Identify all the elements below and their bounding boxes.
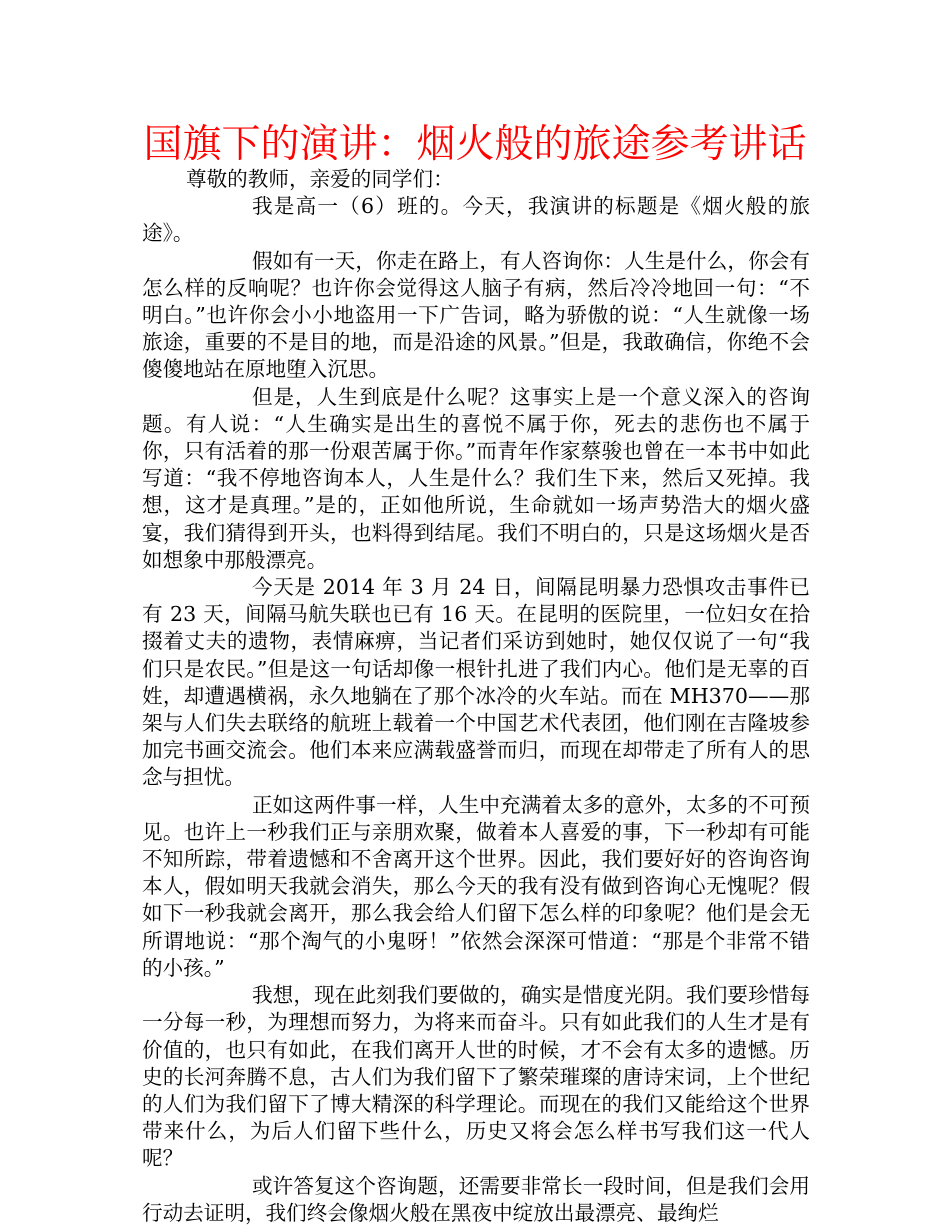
page-title: 国旗下的演讲：烟火般的旅途参考讲话 [143, 122, 807, 167]
paragraph-conclusion: 或许答复这个咨询题，还需要非常长一段时间，但是我们会用行动去证明，我们终会像烟火般在黑夜中绽放出最漂亮、最绚烂 [142, 1173, 810, 1225]
paragraph-what-is-life: 假如有一天，你走在路上，有人咨询你：人生是什么，你会有怎么样的反响呢？也许你会觉得这人脑子有病，然后冷冷地回一句：“不明白。”也许你会小小地盗用一下广告词，略为骄傲的说：“人生就像一场旅途，重要的不是目的地，而是沿途的风景。”但是，我敢确信，你绝不会傻傻地站在原地堕入沉思。 [142, 248, 810, 382]
paragraph-intro: 我是高一（6）班的。今天，我演讲的标题是《烟火般的旅途》。 [142, 194, 810, 246]
paragraph-meaning-of-life: 但是，人生到底是什么呢？这事实上是一个意义深入的咨询题。有人说：“人生确实是出生的喜悦不属于你，死去的悲伤也不属于你，只有活着的那一份艰苦属于你。”而青年作家蔡骏也曾在一本书中如此写道：“我不停地咨询本人，人生是什么？我们生下来，然后又死掉。我想，这才是真理。”是的，正如他所说，生命就如一场声势浩大的烟火盛宴，我们猜得到开头，也料得到结尾。我们不明白的，只是这场烟火是否如想象中那般漂亮。 [142, 384, 810, 572]
salutation: 尊敬的教师，亲爱的同学们： [186, 167, 454, 191]
paragraph-unforeseen: 正如这两件事一样，人生中充满着太多的意外，太多的不可预见。也许上一秒我们正与亲朋欢聚，做着本人喜爱的事，下一秒却有可能不知所踪，带着遗憾和不舍离开这个世界。因此，我们要好好的咨询咨询本人，假如明天我就会消失，那么今天的我有没有做到咨询心无愧呢？假如下一秒我就会离开，那么我会给人们留下怎么样的印象呢？他们是会无所谓地说：“那个淘气的小鬼呀！”依然会深深可惜道：“那是个非常不错的小孩。” [142, 792, 810, 980]
paragraph-kunming-mh370: 今天是 2014 年 3 月 24 日，间隔昆明暴力恐惧攻击事件已有 23 天，间隔马航失联也已有 16 天。在昆明的医院里，一位妇女在拾掇着丈夫的遗物，表情麻痹，当记者们采访到她时，她仅仅说了一句“我们只是农民。”但是这一句话却像一根针扎进了我们内心。他们是无辜的百姓，却遭遇横祸，永久地躺在了那个冰冷的火车站。而在 MH370——那架与人们失去联络的航班上载着一个中国艺术代表团，他们刚在吉隆坡参加完书画交流会。他们本来应满载盛誉而归，而现在却带走了所有人的思念与担忧。 [142, 575, 810, 790]
paragraph-cherish-time: 我想，现在此刻我们要做的，确实是惜度光阴。我们要珍惜每一分每一秒，为理想而努力，为将来而奋斗。只有如此我们的人生才是有价值的，也只有如此，在我们离开人世的时候，才不会有太多的遗憾。历史的长河奔腾不息，古人们为我们留下了繁荣璀璨的唐诗宋词，上个世纪的人们为我们留下了博大精深的科学理论。而现在的我们又能给这个世界带来什么，为后人们留下些什么，历史又将会怎么样书写我们这一代人呢？ [142, 983, 810, 1171]
speech-body [142, 166, 810, 1227]
